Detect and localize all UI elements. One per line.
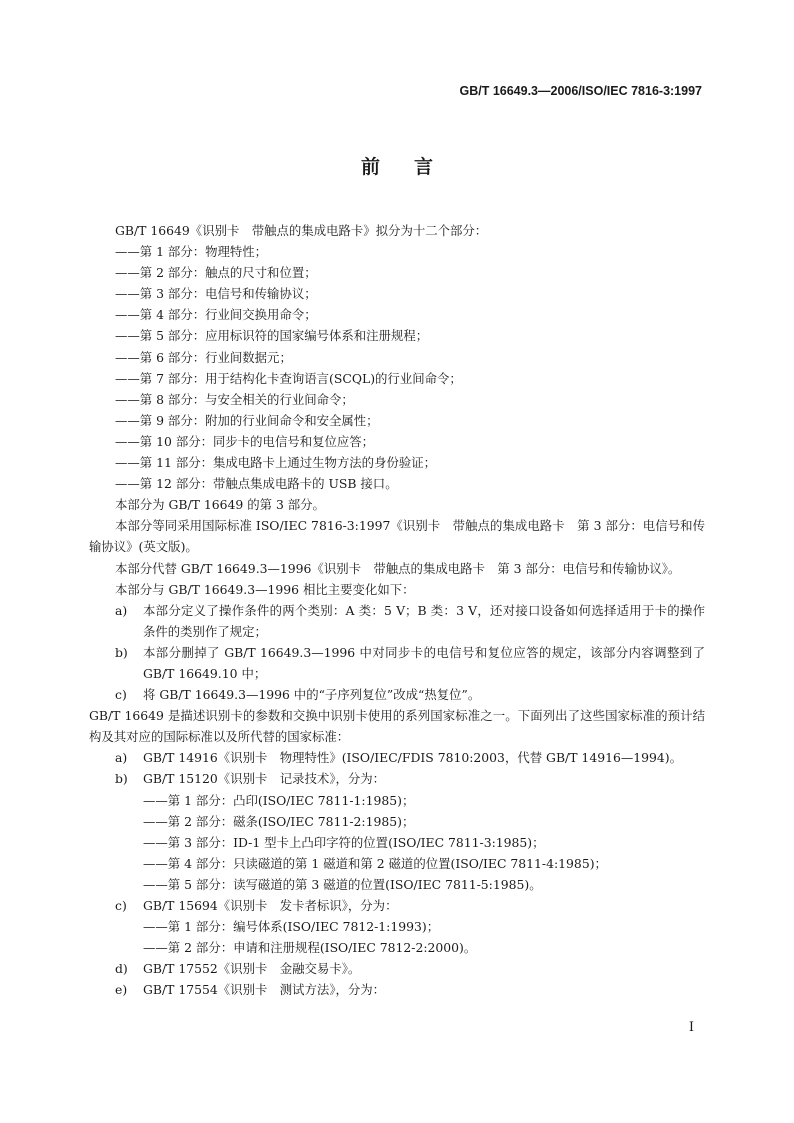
- part-item: ——第 2 部分：触点的尺寸和位置；: [115, 265, 317, 281]
- series-sub-item: ——第 2 部分：申请和注册规程(ISO/IEC 7812-2:2000)。: [143, 940, 477, 956]
- part-item: ——第 11 部分：集成电路卡上通过生物方法的身份验证；: [115, 455, 437, 471]
- replacement-paragraph: 本部分代替 GB/T 16649.3—1996《识别卡 带触点的集成电路卡 第 3 部分：电信号和传输协议》。: [115, 560, 681, 576]
- part-item: ——第 3 部分：电信号和传输协议；: [115, 286, 317, 302]
- series-item: [89, 747, 705, 768]
- series-item: [89, 895, 705, 916]
- changes-intro-paragraph: 本部分与 GB/T 16649.3—1996 相比主要变化如下：: [115, 581, 415, 597]
- series-item: [89, 958, 705, 979]
- series-item: [89, 979, 705, 1000]
- part-item: ——第 6 部分：行业间数据元；: [115, 349, 292, 365]
- part-item: ——第 7 部分：用于结构化卡查询语言(SCQL)的行业间命令；: [115, 370, 462, 386]
- series-sub-item: ——第 1 部分：凸印(ISO/IEC 7811-1:1985)；: [143, 792, 415, 808]
- part-item: ——第 12 部分：带触点集成电路卡的 USB 接口。: [115, 476, 398, 492]
- series-text: GB/T 14916《识别卡 物理特性》(ISO/IEC/FDIS 7810:2003，代替 GB/T 14916—1994)。: [143, 750, 682, 766]
- change-text: 将 GB/T 16649.3—1996 中的“子序列复位”改成“热复位”。: [143, 687, 481, 703]
- series-sub-item: ——第 3 部分：ID-1 型卡上凸印字符的位置(ISO/IEC 7811-3:1985)；: [143, 834, 545, 850]
- title-char-1: 前: [360, 156, 380, 178]
- change-item: [89, 642, 705, 684]
- series-paragraph: GB/T 16649 是描述识别卡的参数和交换中识别卡使用的系列国家标准之一。下面列出了这些国家标准的预计结构及其对应的国际标准以及所代替的国家标准：: [89, 708, 705, 745]
- part-item: ——第 5 部分：应用标识符的国家编号体系和注册规程；: [115, 328, 429, 344]
- change-label: a): [115, 602, 128, 618]
- part-item: ——第 10 部分：同步卡的电信号和复位应答；: [115, 433, 375, 449]
- change-label: c): [115, 687, 127, 703]
- changes-list: [89, 600, 705, 705]
- change-item: [89, 684, 705, 705]
- parts-list: [89, 241, 705, 494]
- part-item: ——第 8 部分：与安全相关的行业间命令；: [115, 391, 354, 407]
- series-label: c): [115, 898, 127, 913]
- series-item: [89, 768, 705, 789]
- series-sub-item: ——第 5 部分：读写磁道的第 3 磁道的位置(ISO/IEC 7811-5:1985)。: [143, 876, 542, 892]
- change-label: b): [115, 644, 128, 660]
- page-number: I: [688, 1020, 694, 1035]
- page-title: [0, 152, 794, 179]
- series-label: e): [115, 982, 128, 998]
- adoption-paragraph: 本部分等同采用国际标准 ISO/IEC 7816-3:1997《识别卡 带触点的集成电路卡 第 3 部分：电信号和传输协议》(英文版)。: [89, 518, 705, 555]
- part-item: ——第 4 部分：行业间交换用命令；: [115, 307, 317, 323]
- series-text: GB/T 17554《识别卡 测试方法》，分为：: [143, 982, 386, 998]
- series-text: GB/T 17552《识别卡 金融交易卡》。: [143, 961, 361, 977]
- foreword-body: [89, 220, 705, 1000]
- intro-paragraph: GB/T 16649《识别卡 带触点的集成电路卡》拟分为十二个部分：: [115, 223, 488, 238]
- part-item: ——第 1 部分：物理特性；: [115, 244, 268, 260]
- series-label: d): [115, 961, 128, 977]
- change-text: 本部分定义了操作条件的两个类别：A 类：5 V；B 类：3 V，还对接口设备如何选择适用于卡的操作条件的类别作了规定；: [143, 602, 705, 639]
- series-text: GB/T 15120《识别卡 记录技术》，分为：: [143, 771, 386, 787]
- standard-code-header: GB/T 16649.3—2006/ISO/IEC 7816-3:1997: [459, 84, 702, 98]
- series-sub-item: ——第 4 部分：只读磁道的第 1 磁道和第 2 磁道的位置(ISO/IEC 7811-4:1985)；: [143, 855, 607, 871]
- series-label: b): [115, 771, 128, 787]
- change-item: [89, 600, 705, 642]
- series-list: [89, 747, 705, 1000]
- part-item: ——第 9 部分：附加的行业间命令和安全属性；: [115, 412, 379, 428]
- series-sub-item: ——第 1 部分：编号体系(ISO/IEC 7812-1:1993)；: [143, 919, 440, 935]
- series-sub-item: ——第 2 部分：磁条(ISO/IEC 7811-2:1985)；: [143, 813, 415, 829]
- series-label: a): [115, 750, 128, 766]
- this-part-paragraph: 本部分为 GB/T 16649 的第 3 部分。: [115, 497, 325, 513]
- change-text: 本部分删掉了 GB/T 16649.3—1996 中对同步卡的电信号和复位应答的规定，该部分内容调整到了 GB/T 16649.10 中；: [143, 644, 705, 681]
- title-char-2: 言: [414, 156, 434, 178]
- series-text: GB/T 15694《识别卡 发卡者标识》，分为：: [143, 898, 398, 913]
